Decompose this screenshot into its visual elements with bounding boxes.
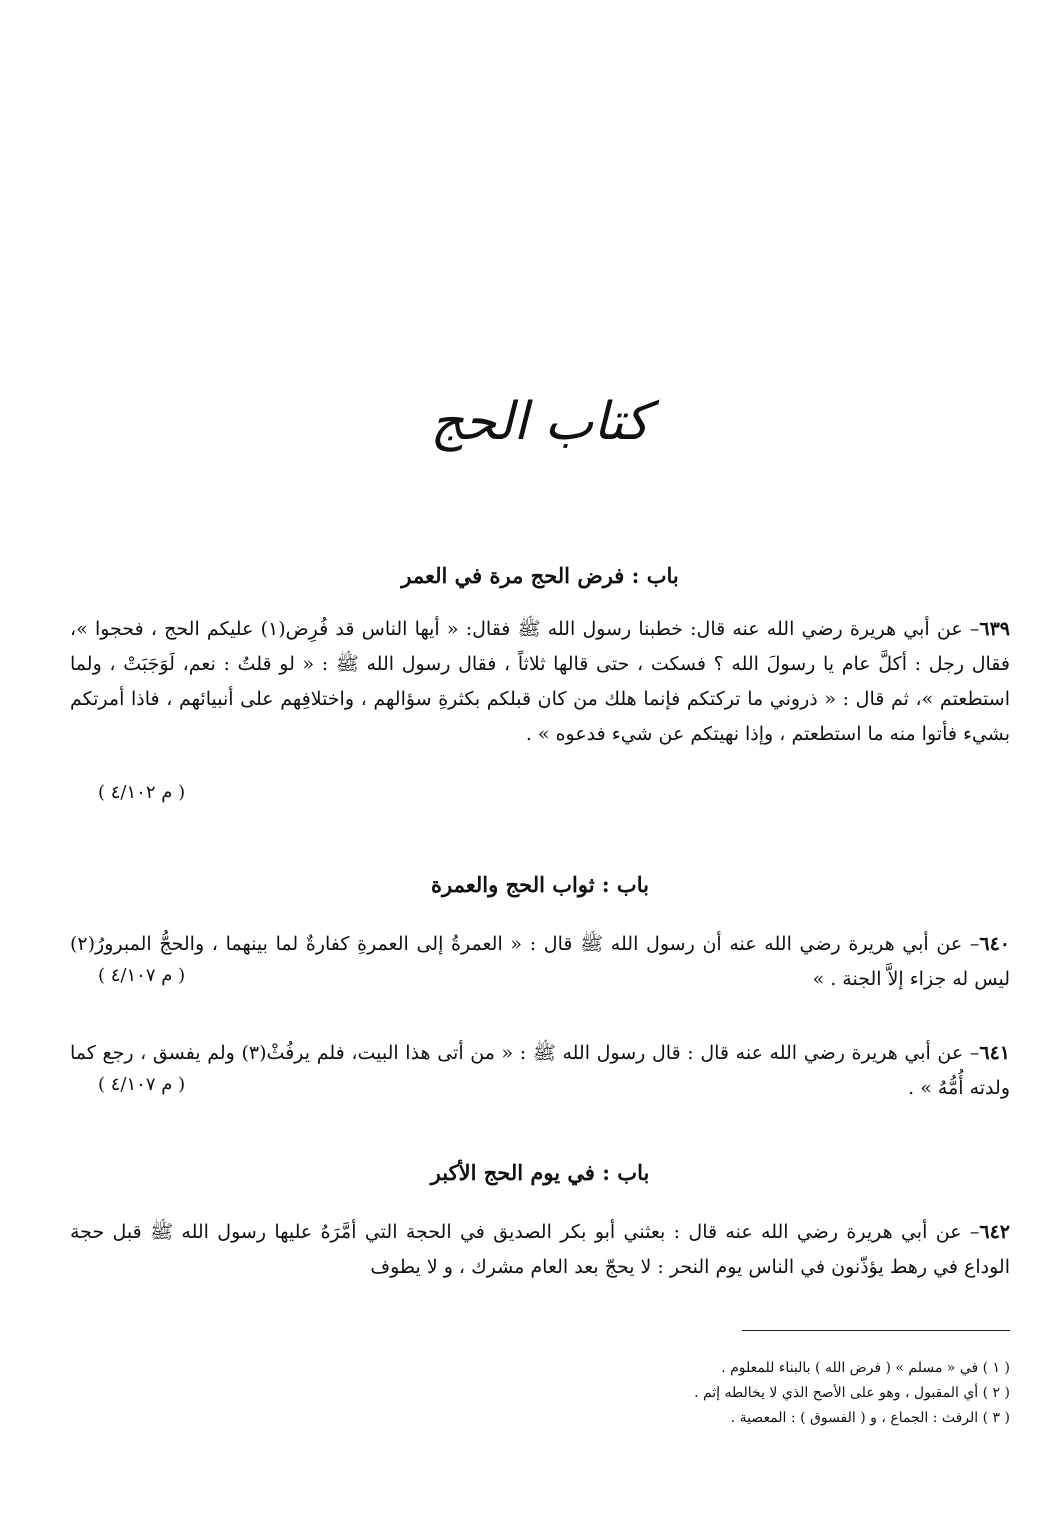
hadith-text: – عن أبي هريرة رضي الله عنه قال: خطبنا رسول الله ﷺ فقال: « أيها الناس قد فُرِض(١) عليكم الحج ، فحجوا »، فقال رجل : أكلَّ عام يا رسولَ الله ؟ فسكت ، حتى قالها ثلاثاً ، فقال رسول الله ﷺ : « لو قلتُ : نعم، لَوَجَبَتْ ، ولما استطعتم »، ثم قال : « ذروني ما تركتكم فإنما هلك من كان قبلكم بكثرةِ سؤالهم ، واختلافِهم على أنبيائهم ، فاذا أمرتكم بشيء فأتوا منه ما استطعتم ، وإذا نهيتكم عن شيء فدعوه » . [70, 618, 1010, 745]
hadith-number: ٦٤١ [979, 1042, 1010, 1064]
chapter-heading: باب : في يوم الحج الأكبر [430, 1160, 650, 1185]
hadith-642 [70, 1215, 1010, 1285]
hadith-text: – عن أبي هريرة رضي الله عنه أن رسول الله ﷺ قال : « العمرةُ إلى العمرةِ كفارةٌ لما بينهما ، والحجُّ المبرورُ(٢) ليس له جزاء إلاَّ الجنة . » [70, 933, 1010, 990]
chapter-heading: باب : ثواب الحج والعمرة [431, 872, 649, 897]
footnote-divider [742, 1330, 1010, 1331]
footnote-3: ( ٣ ) الرفث : الجماع ، و ( الفسوق ) : المعصية . [730, 1410, 1010, 1426]
hadith-text: – عن أبي هريرة رضي الله عنه قال : قال رسول الله ﷺ : « من أتى هذا البيت، فلم يرفُثْ(٣) ولم يفسق ، رجع كما ولدته أُمُّهُ » . [70, 1042, 1010, 1099]
hadith-reference: ( م ٤/١٠٢ ) [98, 782, 186, 803]
hadith-number: ٦٤٠ [979, 933, 1010, 955]
footnotes [390, 1356, 1010, 1431]
hadith-number: ٦٤٢ [979, 1221, 1010, 1243]
hadith-reference: ( م ٤/١٠٧ ) [98, 965, 186, 986]
hadith-641 [70, 1036, 1010, 1106]
footnote-2: ( ٢ ) أي المقبول ، وهو على الأصح الذي لا يخالطه إثم . [694, 1385, 1010, 1401]
book-title: كتاب الحج [430, 392, 650, 452]
hadith-number: ٦٣٩ [979, 618, 1010, 640]
book-page [70, 0, 1010, 1533]
hadith-640 [70, 927, 1010, 997]
hadith-639 [70, 612, 1010, 752]
chapter-heading: باب : فرض الحج مرة في العمر [401, 563, 679, 588]
hadith-text: – عن أبي هريرة رضي الله عنه قال : بعثني أبو بكر الصديق في الحجة التي أمَّرَهُ عليها رسول الله ﷺ قبل حجة الوداع في رهط يؤذّنون في الناس يوم النحر : لا يحجّ بعد العام مشرك ، و لا يطوف [70, 1221, 1010, 1278]
footnote-1: ( ١ ) في « مسلم » ( فرض الله ) بالبناء للمعلوم . [721, 1360, 1010, 1376]
hadith-reference: ( م ٤/١٠٧ ) [98, 1074, 186, 1095]
